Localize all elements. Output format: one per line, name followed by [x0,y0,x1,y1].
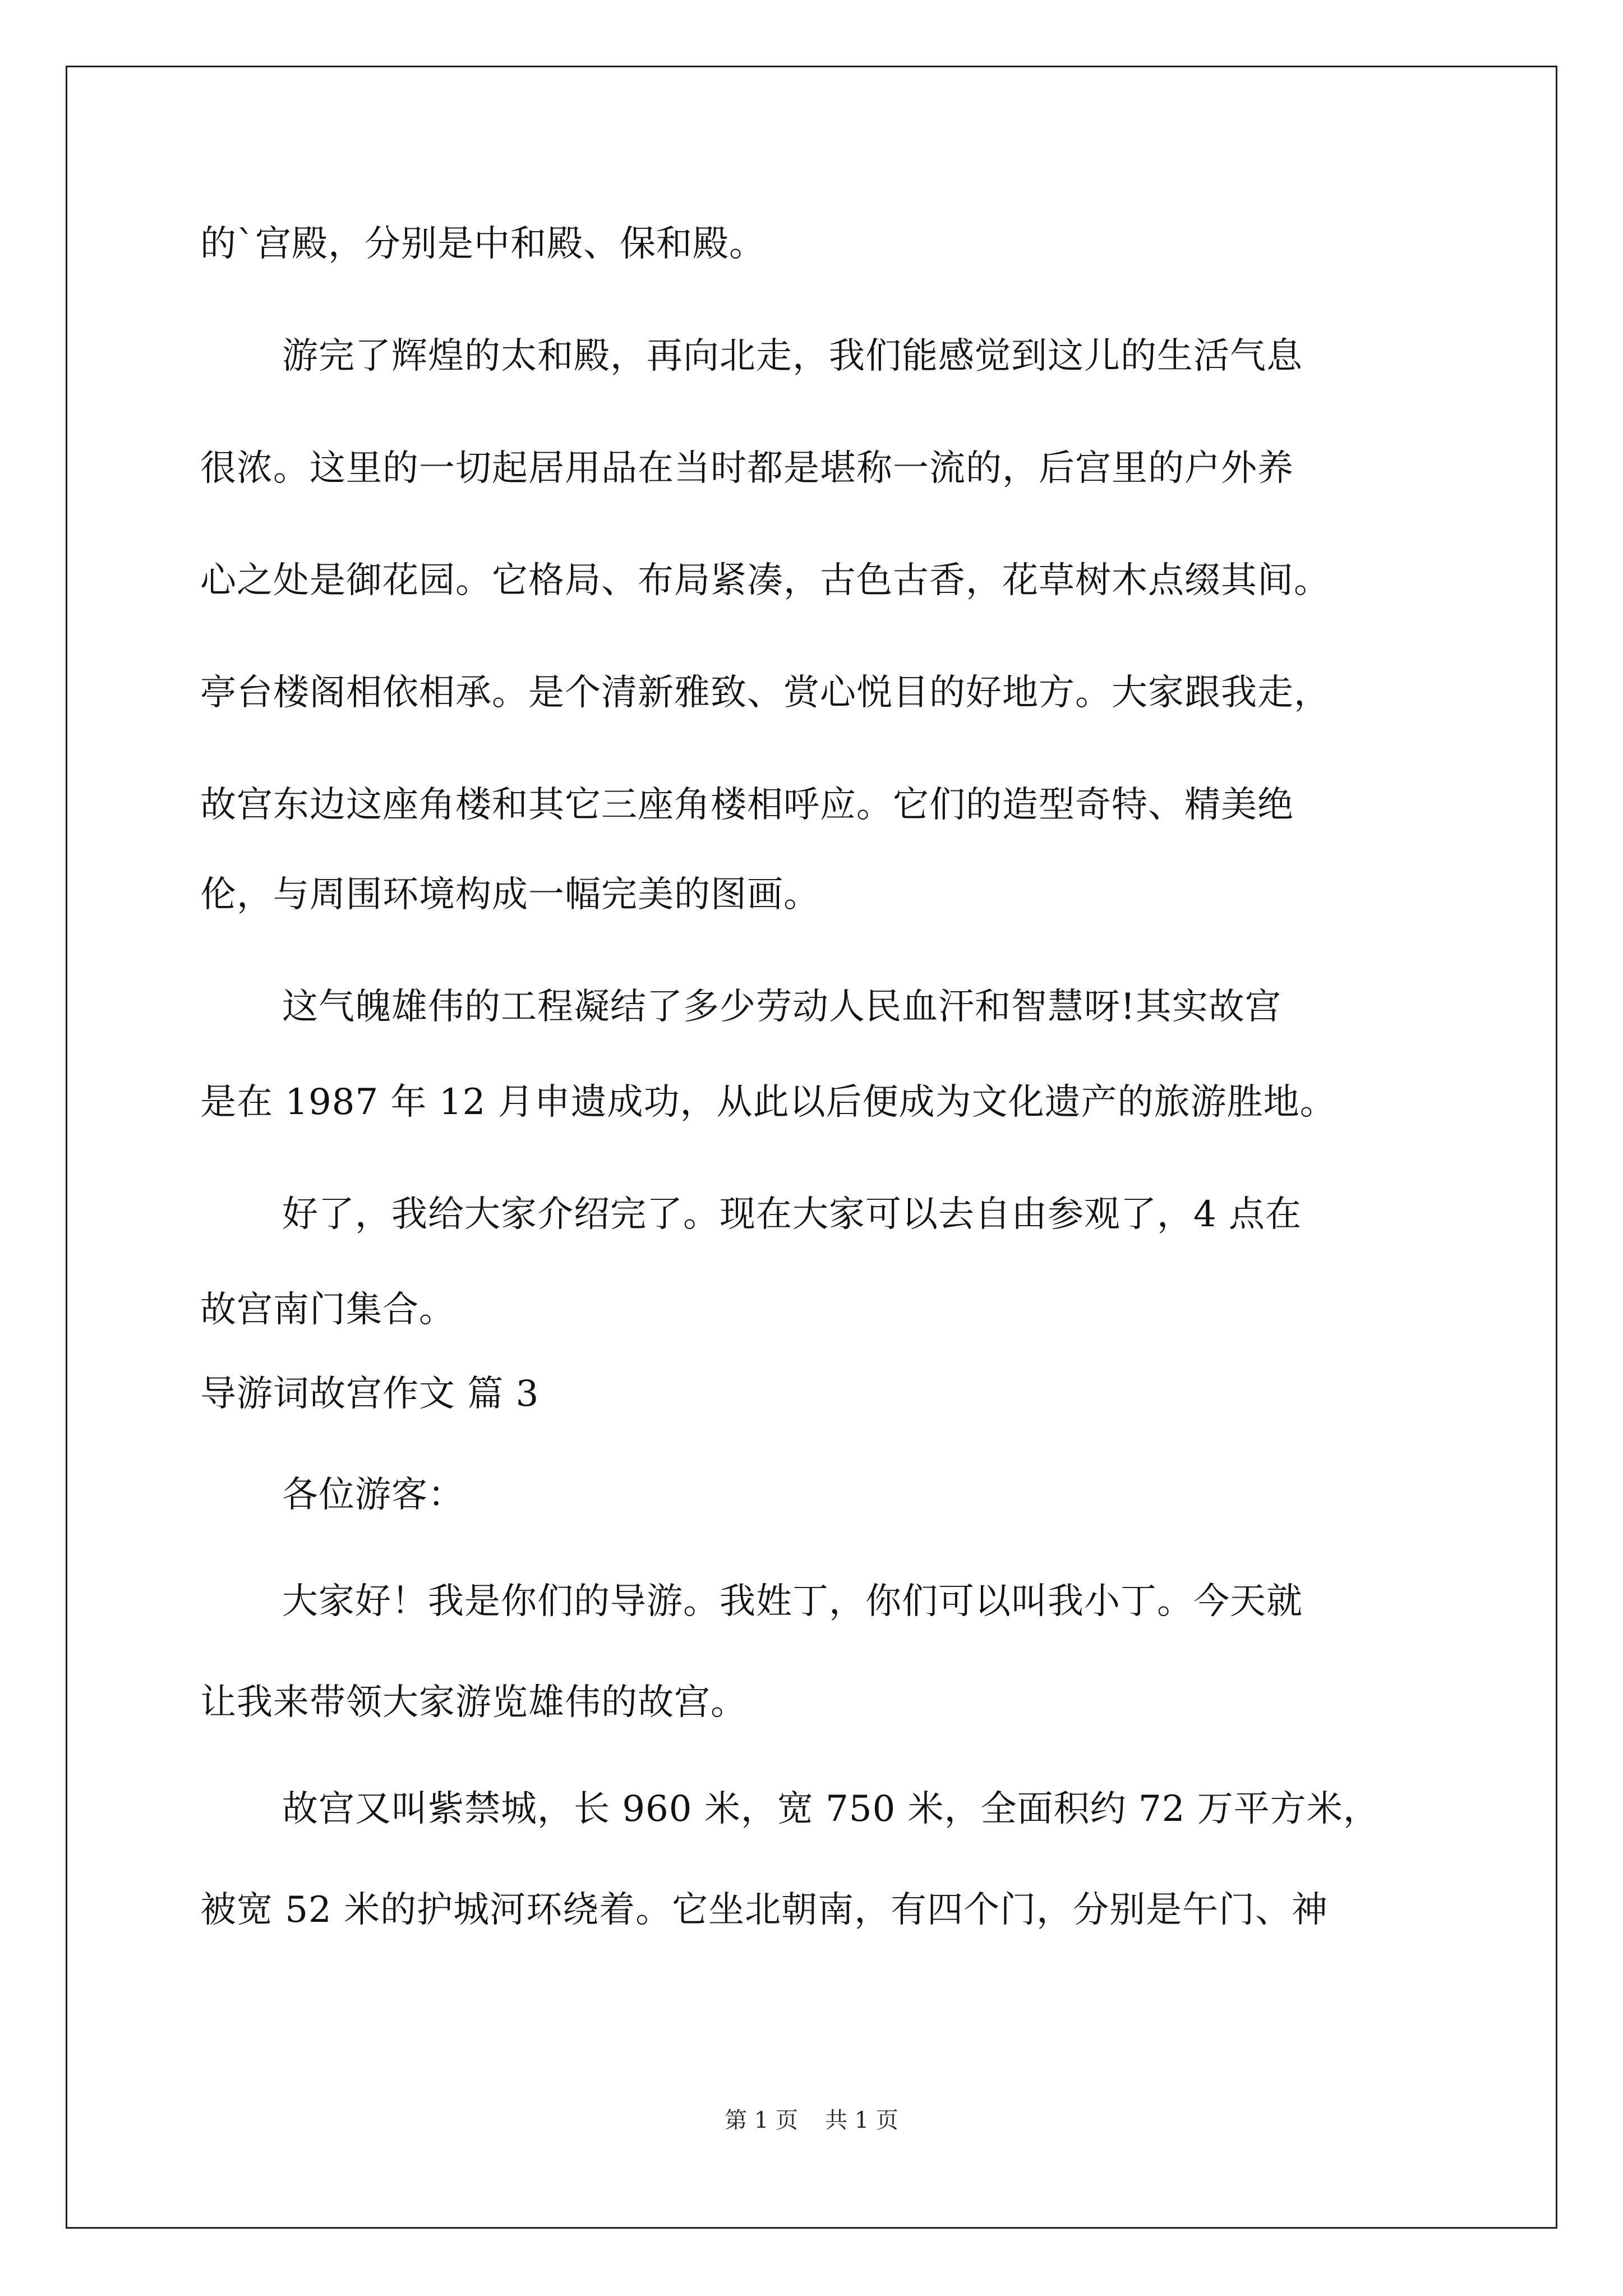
text-line-1: 的`宫殿，分别是中和殿、保和殿。 [200,223,766,265]
text-line-7: 伦，与周围环境构成一幅完美的图画。 [200,874,820,915]
text-line-10: 好了，我给大家介绍完了。现在大家可以去自由参观了，4 点在 [282,1194,1302,1235]
text-line-14: 大家好！我是你们的导游。我姓丁，你们可以叫我小丁。今天就 [282,1581,1303,1622]
text-line-13: 各位游客： [282,1474,464,1516]
text-line-2: 游完了辉煌的太和殿，再向北走，我们能感觉到这儿的生活气息 [282,335,1303,377]
text-line-5: 亭台楼阁相依相承。是个清新雅致、赏心悦目的好地方。大家跟我走， [200,672,1330,714]
text-line-15: 让我来带领大家游览雄伟的故宫。 [200,1682,747,1723]
page-footer [0,2109,1623,2132]
text-line-11: 故宫南门集合。 [200,1289,455,1331]
text-line-6: 故宫东边这座角楼和其它三座角楼相呼应。它们的造型奇特、精美绝 [200,784,1294,826]
text-line-8: 这气魄雄伟的工程凝结了多少劳动人民血汗和智慧呀!其实故宫 [282,986,1281,1028]
page-total: 共 1 页 [825,2108,898,2133]
text-line-17: 被宽 52 米的护城河环绕着。它坐北朝南，有四个门，分别是午门、神 [200,1889,1329,1931]
text-line-16: 故宫又叫紫禁城，长 960 米，宽 750 米，全面积约 72 万平方米， [282,1788,1380,1830]
page-number: 第 1 页 [725,2108,798,2133]
text-line-3: 很浓。这里的一切起居用品在当时都是堪称一流的，后宫里的户外养 [200,448,1294,489]
text-line-9: 是在 1987 年 12 月申遗成功，从此以后便成为文化遗产的旅游胜地。 [200,1082,1336,1123]
text-line-4: 心之处是御花园。它格局、布局紧凑，古色古香，花草树木点缀其间。 [200,560,1330,601]
section-heading: 导游词故宫作文 篇 3 [200,1373,540,1415]
